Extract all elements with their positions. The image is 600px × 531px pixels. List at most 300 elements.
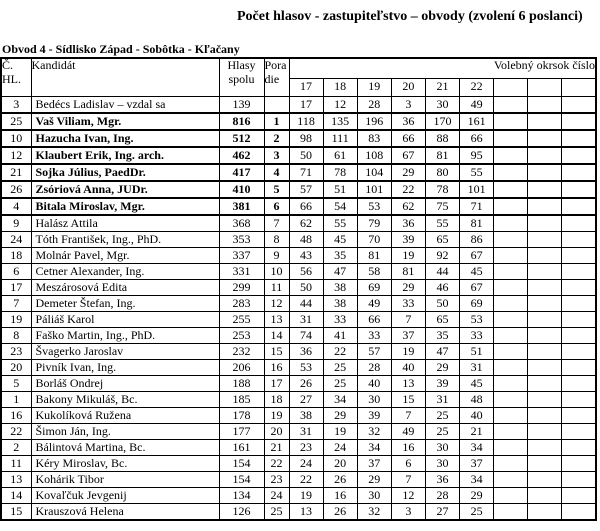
precinct-votes-cell xyxy=(528,130,562,147)
precinct-votes-cell: 45 xyxy=(460,264,494,280)
precinct-votes-cell: 44 xyxy=(425,264,459,280)
rank-cell: 14 xyxy=(264,328,289,344)
precinct-votes-cell: 83 xyxy=(357,130,391,147)
table-row xyxy=(1,456,596,472)
table-row xyxy=(1,328,596,344)
precinct-votes-cell: 67 xyxy=(460,248,494,264)
precinct-votes-cell: 71 xyxy=(289,164,323,181)
precinct-votes-cell: 49 xyxy=(460,97,494,114)
precinct-votes-cell: 74 xyxy=(289,328,323,344)
precinct-votes-cell: 33 xyxy=(357,328,391,344)
rank-cell xyxy=(264,97,289,114)
precinct-votes-cell: 24 xyxy=(323,440,357,456)
header-pora-line1: Pora xyxy=(264,58,287,72)
total-votes-cell: 154 xyxy=(219,472,264,488)
precinct-votes-cell xyxy=(528,408,562,424)
candidate-number-cell: 4 xyxy=(1,198,31,215)
precinct-votes-cell xyxy=(494,264,528,280)
precinct-votes-cell: 92 xyxy=(425,248,459,264)
table-row xyxy=(1,392,596,408)
precinct-votes-cell xyxy=(562,164,596,181)
precinct-votes-cell: 161 xyxy=(460,113,494,130)
precinct-votes-cell: 50 xyxy=(289,280,323,296)
precinct-votes-cell: 48 xyxy=(460,392,494,408)
table-row xyxy=(1,198,596,215)
precinct-votes-cell: 39 xyxy=(391,232,425,248)
precinct-votes-cell xyxy=(528,181,562,198)
precinct-votes-cell: 101 xyxy=(357,181,391,198)
rank-cell: 4 xyxy=(264,164,289,181)
precinct-votes-cell: 70 xyxy=(357,232,391,248)
precinct-votes-cell xyxy=(528,280,562,296)
precinct-votes-cell: 24 xyxy=(289,456,323,472)
candidate-name-cell: Páliáš Karol xyxy=(31,312,219,328)
candidate-number-cell: 6 xyxy=(1,264,31,280)
precinct-votes-cell xyxy=(528,328,562,344)
precinct-votes-cell xyxy=(528,296,562,312)
precinct-votes-cell: 81 xyxy=(460,215,494,232)
precinct-votes-cell xyxy=(562,264,596,280)
rank-cell: 7 xyxy=(264,215,289,232)
precinct-votes-cell xyxy=(562,232,596,248)
total-votes-cell: 154 xyxy=(219,456,264,472)
table-row xyxy=(1,360,596,376)
precinct-votes-cell xyxy=(528,424,562,440)
district-heading: Obvod 4 - Sídlisko Západ - Sobôtka - Kľačany xyxy=(2,42,240,56)
rank-cell: 3 xyxy=(264,147,289,164)
precinct-votes-cell xyxy=(494,215,528,232)
precinct-votes-cell xyxy=(528,504,562,521)
precinct-votes-cell: 62 xyxy=(289,215,323,232)
precinct-votes-cell: 48 xyxy=(289,232,323,248)
rank-cell: 21 xyxy=(264,440,289,456)
rank-cell: 12 xyxy=(264,296,289,312)
table-row xyxy=(1,164,596,181)
precinct-votes-cell xyxy=(494,408,528,424)
rank-cell: 11 xyxy=(264,280,289,296)
rank-cell: 2 xyxy=(264,130,289,147)
precinct-votes-cell: 40 xyxy=(460,408,494,424)
rank-cell: 20 xyxy=(264,424,289,440)
precinct-votes-cell xyxy=(528,264,562,280)
total-votes-cell: 331 xyxy=(219,264,264,280)
total-votes-cell: 381 xyxy=(219,198,264,215)
precinct-votes-cell xyxy=(494,440,528,456)
total-votes-cell: 816 xyxy=(219,113,264,130)
rank-cell: 22 xyxy=(264,456,289,472)
precinct-votes-cell: 81 xyxy=(425,147,459,164)
precinct-votes-cell xyxy=(528,360,562,376)
precinct-votes-cell xyxy=(494,328,528,344)
precinct-votes-cell: 80 xyxy=(425,164,459,181)
candidate-number-cell: 3 xyxy=(1,97,31,114)
precinct-votes-cell: 67 xyxy=(391,147,425,164)
precinct-votes-cell: 19 xyxy=(391,344,425,360)
okrsok-column-header: 18 xyxy=(323,79,357,97)
precinct-votes-cell: 98 xyxy=(289,130,323,147)
precinct-votes-cell xyxy=(494,198,528,215)
table-row xyxy=(1,344,596,360)
precinct-votes-cell xyxy=(562,296,596,312)
precinct-votes-cell: 32 xyxy=(357,424,391,440)
table-row xyxy=(1,488,596,504)
precinct-votes-cell xyxy=(562,360,596,376)
precinct-votes-cell: 65 xyxy=(425,232,459,248)
precinct-votes-cell: 135 xyxy=(323,113,357,130)
okrsok-column-header xyxy=(562,79,596,97)
precinct-votes-cell xyxy=(494,344,528,360)
precinct-votes-cell xyxy=(562,198,596,215)
precinct-votes-cell: 28 xyxy=(357,97,391,114)
precinct-votes-cell: 86 xyxy=(460,232,494,248)
total-votes-cell: 283 xyxy=(219,296,264,312)
precinct-votes-cell: 61 xyxy=(323,147,357,164)
precinct-votes-cell xyxy=(494,97,528,114)
total-votes-cell: 299 xyxy=(219,280,264,296)
precinct-votes-cell: 67 xyxy=(460,280,494,296)
rank-cell: 6 xyxy=(264,198,289,215)
precinct-votes-cell: 25 xyxy=(460,504,494,521)
candidate-number-cell: 25 xyxy=(1,113,31,130)
table-row xyxy=(1,147,596,164)
precinct-votes-cell: 51 xyxy=(323,181,357,198)
precinct-votes-cell: 34 xyxy=(323,392,357,408)
precinct-votes-cell xyxy=(528,376,562,392)
precinct-votes-cell: 12 xyxy=(323,97,357,114)
candidate-name-cell: Sojka Július, PaedDr. xyxy=(31,164,219,181)
precinct-votes-cell xyxy=(494,280,528,296)
rank-cell: 24 xyxy=(264,488,289,504)
precinct-votes-cell: 196 xyxy=(357,113,391,130)
precinct-votes-cell xyxy=(562,312,596,328)
precinct-votes-cell: 57 xyxy=(357,344,391,360)
table-row xyxy=(1,424,596,440)
precinct-votes-cell: 38 xyxy=(289,408,323,424)
precinct-votes-cell xyxy=(528,248,562,264)
candidate-name-cell: Hazucha Ivan, Ing. xyxy=(31,130,219,147)
precinct-votes-cell: 26 xyxy=(323,472,357,488)
precinct-votes-cell: 17 xyxy=(289,97,323,114)
total-votes-cell: 368 xyxy=(219,215,264,232)
precinct-votes-cell: 19 xyxy=(323,424,357,440)
column-header-hlasy-spolu xyxy=(219,58,264,97)
precinct-votes-cell: 16 xyxy=(323,488,357,504)
precinct-votes-cell xyxy=(528,147,562,164)
precinct-votes-cell: 30 xyxy=(357,488,391,504)
precinct-votes-cell: 26 xyxy=(323,504,357,521)
rank-cell: 10 xyxy=(264,264,289,280)
candidate-number-cell: 10 xyxy=(1,130,31,147)
precinct-votes-cell: 37 xyxy=(460,456,494,472)
total-votes-cell: 232 xyxy=(219,344,264,360)
candidate-name-cell: Demeter Štefan, Ing. xyxy=(31,296,219,312)
precinct-votes-cell: 53 xyxy=(460,312,494,328)
total-votes-cell: 410 xyxy=(219,181,264,198)
candidate-number-cell: 18 xyxy=(1,248,31,264)
table-row xyxy=(1,408,596,424)
candidate-number-cell: 15 xyxy=(1,504,31,521)
precinct-votes-cell: 22 xyxy=(323,344,357,360)
precinct-votes-cell: 40 xyxy=(357,376,391,392)
precinct-votes-cell: 34 xyxy=(460,472,494,488)
column-header-kandidat: Kandidát xyxy=(31,58,219,97)
candidate-name-cell: Bálintová Martina, Bc. xyxy=(31,440,219,456)
precinct-votes-cell xyxy=(528,344,562,360)
candidate-number-cell: 7 xyxy=(1,296,31,312)
precinct-votes-cell: 29 xyxy=(425,360,459,376)
precinct-votes-cell: 37 xyxy=(357,456,391,472)
precinct-votes-cell: 51 xyxy=(460,344,494,360)
precinct-votes-cell: 62 xyxy=(391,198,425,215)
precinct-votes-cell xyxy=(494,424,528,440)
precinct-votes-cell xyxy=(528,488,562,504)
precinct-votes-cell: 20 xyxy=(323,456,357,472)
candidate-name-cell: Tóth František, Ing., PhD. xyxy=(31,232,219,248)
precinct-votes-cell: 66 xyxy=(289,198,323,215)
precinct-votes-cell: 50 xyxy=(425,296,459,312)
table-row xyxy=(1,181,596,198)
precinct-votes-cell: 29 xyxy=(391,280,425,296)
precinct-votes-cell: 66 xyxy=(460,130,494,147)
precinct-votes-cell: 6 xyxy=(391,456,425,472)
candidate-number-cell: 8 xyxy=(1,328,31,344)
precinct-votes-cell xyxy=(562,408,596,424)
precinct-votes-cell xyxy=(528,215,562,232)
precinct-votes-cell xyxy=(562,147,596,164)
rank-cell: 15 xyxy=(264,344,289,360)
precinct-votes-cell: 101 xyxy=(460,181,494,198)
header-hlasy-line2: spolu xyxy=(228,71,255,86)
precinct-votes-cell: 3 xyxy=(391,504,425,521)
precinct-votes-cell: 33 xyxy=(323,312,357,328)
header-hlasy-line1: Hlasy xyxy=(227,58,256,72)
column-header-okrsok-group: Volebný okrsok číslo xyxy=(289,58,596,79)
precinct-votes-cell: 40 xyxy=(391,360,425,376)
candidate-number-cell: 16 xyxy=(1,408,31,424)
precinct-votes-cell: 49 xyxy=(357,296,391,312)
precinct-votes-cell xyxy=(494,360,528,376)
candidate-number-cell: 11 xyxy=(1,456,31,472)
precinct-votes-cell xyxy=(562,376,596,392)
page-title: Počet hlasov - zastupiteľstvo – obvody (zvolení 6 poslanci) xyxy=(237,9,583,24)
precinct-votes-cell xyxy=(562,280,596,296)
precinct-votes-cell: 45 xyxy=(460,376,494,392)
precinct-votes-cell: 31 xyxy=(460,360,494,376)
precinct-votes-cell: 79 xyxy=(357,215,391,232)
candidate-number-cell: 2 xyxy=(1,440,31,456)
precinct-votes-cell xyxy=(528,164,562,181)
precinct-votes-cell xyxy=(528,392,562,408)
precinct-votes-cell: 39 xyxy=(425,376,459,392)
precinct-votes-cell xyxy=(494,456,528,472)
candidate-number-cell: 24 xyxy=(1,232,31,248)
table-row xyxy=(1,376,596,392)
precinct-votes-cell xyxy=(494,232,528,248)
precinct-votes-cell: 26 xyxy=(289,376,323,392)
candidate-number-cell: 26 xyxy=(1,181,31,198)
precinct-votes-cell: 27 xyxy=(289,392,323,408)
candidate-number-cell: 5 xyxy=(1,376,31,392)
precinct-votes-cell xyxy=(494,312,528,328)
total-votes-cell: 126 xyxy=(219,504,264,521)
precinct-votes-cell: 3 xyxy=(391,97,425,114)
precinct-votes-cell: 58 xyxy=(357,264,391,280)
precinct-votes-cell: 30 xyxy=(425,440,459,456)
okrsok-column-header: 17 xyxy=(289,79,323,97)
precinct-votes-cell: 56 xyxy=(289,264,323,280)
precinct-votes-cell xyxy=(528,312,562,328)
precinct-votes-cell: 15 xyxy=(391,392,425,408)
candidate-name-cell: Vaš Viliam, Mgr. xyxy=(31,113,219,130)
precinct-votes-cell xyxy=(562,392,596,408)
header-pora-line2: die xyxy=(264,71,280,86)
okrsok-column-header: 22 xyxy=(460,79,494,97)
header-chl-line2: HL. xyxy=(2,71,21,86)
precinct-votes-cell: 108 xyxy=(357,147,391,164)
precinct-votes-cell xyxy=(494,248,528,264)
precinct-votes-cell: 25 xyxy=(323,376,357,392)
candidate-name-cell: Kohárik Tibor xyxy=(31,472,219,488)
precinct-votes-cell: 29 xyxy=(323,408,357,424)
precinct-votes-cell: 78 xyxy=(323,164,357,181)
precinct-votes-cell: 30 xyxy=(425,456,459,472)
precinct-votes-cell: 33 xyxy=(391,296,425,312)
candidate-number-cell: 1 xyxy=(1,392,31,408)
precinct-votes-cell xyxy=(528,440,562,456)
precinct-votes-cell: 31 xyxy=(425,392,459,408)
total-votes-cell: 253 xyxy=(219,328,264,344)
precinct-votes-cell xyxy=(494,164,528,181)
precinct-votes-cell: 39 xyxy=(357,408,391,424)
precinct-votes-cell xyxy=(562,488,596,504)
precinct-votes-cell xyxy=(494,392,528,408)
candidate-number-cell: 12 xyxy=(1,147,31,164)
precinct-votes-cell: 28 xyxy=(425,488,459,504)
precinct-votes-cell xyxy=(494,296,528,312)
precinct-votes-cell: 69 xyxy=(460,296,494,312)
precinct-votes-cell: 25 xyxy=(323,360,357,376)
precinct-votes-cell xyxy=(528,113,562,130)
precinct-votes-cell: 55 xyxy=(323,215,357,232)
candidate-name-cell: Zsóriová Anna, JUDr. xyxy=(31,181,219,198)
precinct-votes-cell xyxy=(562,181,596,198)
table-header xyxy=(1,58,596,97)
total-votes-cell: 188 xyxy=(219,376,264,392)
candidate-name-cell: Klaubert Erik, Ing. arch. xyxy=(31,147,219,164)
table-row xyxy=(1,130,596,147)
precinct-votes-cell: 44 xyxy=(289,296,323,312)
precinct-votes-cell: 49 xyxy=(391,424,425,440)
precinct-votes-cell xyxy=(562,215,596,232)
precinct-votes-cell xyxy=(562,130,596,147)
rank-cell: 9 xyxy=(264,248,289,264)
precinct-votes-cell xyxy=(494,130,528,147)
candidate-name-cell: Halász Attila xyxy=(31,215,219,232)
precinct-votes-cell: 66 xyxy=(357,312,391,328)
candidate-name-cell: Krauszová Helena xyxy=(31,504,219,521)
candidate-name-cell: Borláš Ondrej xyxy=(31,376,219,392)
precinct-votes-cell xyxy=(494,504,528,521)
precinct-votes-cell: 35 xyxy=(323,248,357,264)
candidate-name-cell: Švagerko Jaroslav xyxy=(31,344,219,360)
total-votes-cell: 139 xyxy=(219,97,264,114)
precinct-votes-cell: 31 xyxy=(289,312,323,328)
precinct-votes-cell: 38 xyxy=(323,296,357,312)
okrsok-column-header: 21 xyxy=(425,79,459,97)
precinct-votes-cell: 111 xyxy=(323,130,357,147)
candidate-name-cell: Meszárosová Edita xyxy=(31,280,219,296)
table-row xyxy=(1,232,596,248)
precinct-votes-cell: 29 xyxy=(460,488,494,504)
precinct-votes-cell: 32 xyxy=(357,504,391,521)
precinct-votes-cell: 45 xyxy=(323,232,357,248)
precinct-votes-cell xyxy=(562,328,596,344)
candidate-number-cell: 13 xyxy=(1,472,31,488)
precinct-votes-cell: 36 xyxy=(425,472,459,488)
precinct-votes-cell: 46 xyxy=(425,280,459,296)
precinct-votes-cell: 81 xyxy=(391,264,425,280)
total-votes-cell: 353 xyxy=(219,232,264,248)
candidate-name-cell: Bitala Miroslav, Mgr. xyxy=(31,198,219,215)
precinct-votes-cell: 34 xyxy=(357,440,391,456)
total-votes-cell: 512 xyxy=(219,130,264,147)
precinct-votes-cell xyxy=(562,344,596,360)
precinct-votes-cell: 55 xyxy=(425,215,459,232)
precinct-votes-cell: 13 xyxy=(289,504,323,521)
results-table xyxy=(0,57,597,521)
candidate-number-cell: 22 xyxy=(1,424,31,440)
precinct-votes-cell xyxy=(562,424,596,440)
candidate-name-cell: Kovaľčuk Jevgenij xyxy=(31,488,219,504)
precinct-votes-cell: 33 xyxy=(460,328,494,344)
precinct-votes-cell xyxy=(494,113,528,130)
column-header-poradie xyxy=(264,58,289,97)
precinct-votes-cell: 47 xyxy=(425,344,459,360)
precinct-votes-cell: 7 xyxy=(391,312,425,328)
precinct-votes-cell: 36 xyxy=(391,113,425,130)
total-votes-cell: 134 xyxy=(219,488,264,504)
precinct-votes-cell: 53 xyxy=(289,360,323,376)
precinct-votes-cell: 54 xyxy=(323,198,357,215)
precinct-votes-cell: 78 xyxy=(425,181,459,198)
rank-cell: 8 xyxy=(264,232,289,248)
rank-cell: 19 xyxy=(264,408,289,424)
precinct-votes-cell: 170 xyxy=(425,113,459,130)
precinct-votes-cell: 27 xyxy=(425,504,459,521)
total-votes-cell: 255 xyxy=(219,312,264,328)
precinct-votes-cell xyxy=(562,113,596,130)
precinct-votes-cell: 19 xyxy=(391,248,425,264)
precinct-votes-cell: 43 xyxy=(289,248,323,264)
precinct-votes-cell: 12 xyxy=(391,488,425,504)
precinct-votes-cell: 30 xyxy=(357,392,391,408)
candidate-name-cell: Bedécs Ladislav – vzdal sa xyxy=(31,97,219,114)
precinct-votes-cell xyxy=(494,472,528,488)
precinct-votes-cell: 88 xyxy=(425,130,459,147)
precinct-votes-cell: 81 xyxy=(357,248,391,264)
precinct-votes-cell: 25 xyxy=(425,424,459,440)
total-votes-cell: 206 xyxy=(219,360,264,376)
candidate-number-cell: 17 xyxy=(1,280,31,296)
table-row xyxy=(1,264,596,280)
total-votes-cell: 337 xyxy=(219,248,264,264)
precinct-votes-cell: 29 xyxy=(391,164,425,181)
precinct-votes-cell xyxy=(562,472,596,488)
candidate-number-cell: 9 xyxy=(1,215,31,232)
precinct-votes-cell: 104 xyxy=(357,164,391,181)
column-header-chl xyxy=(1,58,31,97)
rank-cell: 16 xyxy=(264,360,289,376)
